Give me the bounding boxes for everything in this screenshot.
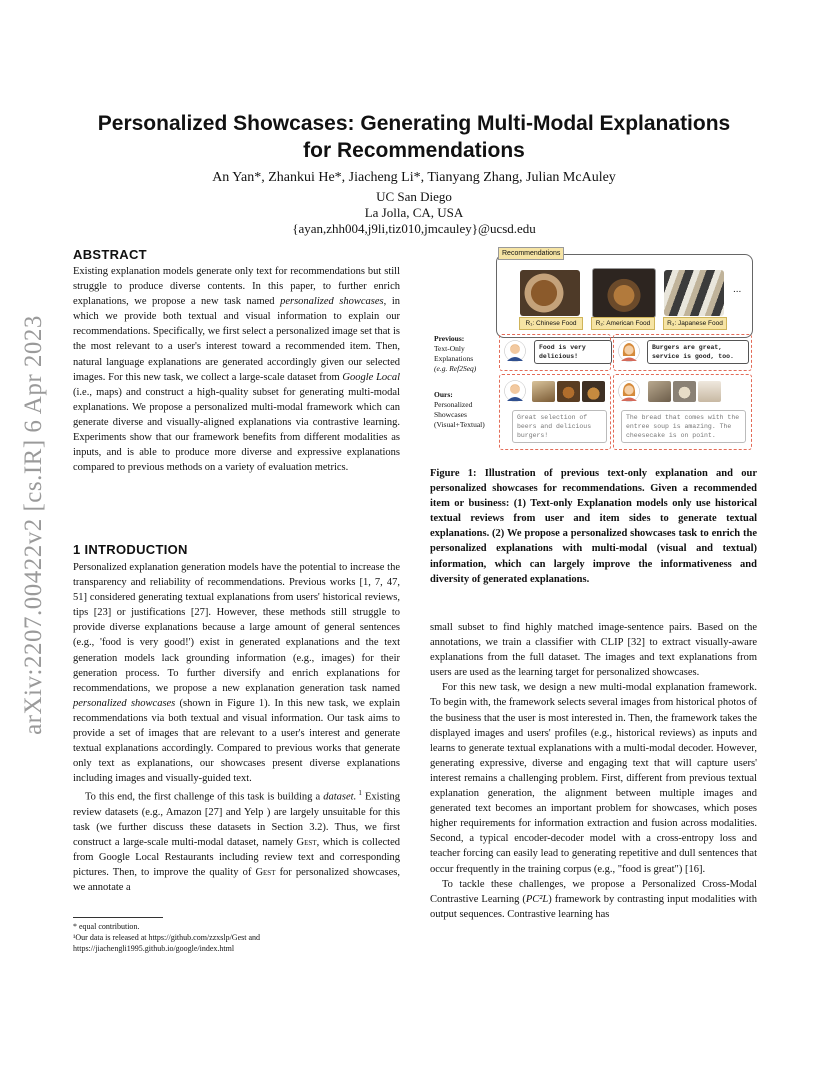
- paper-title: [60, 110, 768, 164]
- user2-photo-3: [698, 381, 721, 402]
- footnote-marker: 1: [356, 789, 362, 798]
- footnote-rule: [73, 917, 163, 918]
- abstract-body: [73, 264, 400, 475]
- r1-label: R₁: Chinese Food: [519, 317, 583, 330]
- previous-label-text: Text-Only Explanations: [434, 344, 474, 363]
- intro-p2-b: Existing review datasets (e.g., Amazon [27] and Yelp ) are largely unsuitable for this task (we further discuss these datasets in Section 3.2). Thus, we first construct a large-scale multi-modal dataset, namely: [73, 791, 400, 849]
- previous-bubble-1: [534, 340, 612, 364]
- more-ellipsis: ...: [733, 284, 742, 295]
- ours-label: [434, 390, 494, 430]
- abstract-heading: ABSTRACT: [73, 247, 147, 262]
- japanese-food-image: [664, 270, 724, 316]
- ours-bubble-1: Great selection of beers and delicious burgers!: [512, 410, 607, 443]
- intro-p2-a: To this end, the first challenge of this task is building a: [85, 791, 324, 803]
- intro-p1-b: (shown in Figure 1). In this new task, we explain recommendations via both textual and visual information. Our task aims to provide a set of images that are relevant to a user's interest and generate textual explanations accordingly. Compared to previous works that generate only text as explanations, our showcases present diverse explanations including images and visually-guided text.: [73, 697, 401, 785]
- male-user-icon-2: [504, 380, 526, 402]
- affiliation: UC San Diego: [376, 189, 452, 204]
- right-p3-f: ) framework by contrasting input modalities with output sequences. Contrastive learning has: [430, 893, 757, 920]
- user2-photo-1: [648, 381, 671, 402]
- ours-bubble-2: The bread that comes with the entree soup is amazing. The cheesecake is on point.: [621, 410, 746, 443]
- r3-label: R₃: Japanese Food: [663, 317, 727, 330]
- previous-bubble-2: [647, 340, 749, 364]
- title-line-2: for Recommendations: [303, 139, 525, 162]
- right-p3-b: Personalized: [642, 878, 703, 890]
- pc2l-name: PC²L: [525, 893, 549, 905]
- previous-bubble-2-text: Burgers are great, service is good, too.: [652, 344, 734, 360]
- right-p1: small subset to find highly matched image-sentence pairs. Based on the annotations, we train a classifier with CLIP [32] to extract visually-aware explanations from the full dataset. The images and text explanations from users are used as the learning target for personalized showcases.: [430, 622, 757, 679]
- intro-p2-d: for personalized showcases, we annotate a: [73, 867, 400, 894]
- footnote-data: ¹Our data is released at https://github.com/zzxslp/Gest and https://jiachengli1995.github.io/google/index.html: [73, 933, 261, 953]
- right-p3-d: Contrastive: [430, 893, 482, 905]
- right-p3: [430, 877, 757, 922]
- gest-name: Gest: [296, 837, 317, 849]
- female-user-icon: [618, 340, 640, 362]
- previous-bubble-1-text: Food is very delicious!: [539, 344, 586, 360]
- r2-label: R₂: American Food: [591, 317, 655, 330]
- abstract-text-a: Existing explanation models generate only text for recommendations but still struggle to produce diverse contents. In this paper, to further enrich explanations, we propose a new task named: [73, 266, 400, 308]
- authors: An Yan*, Zhankui He*, Jiacheng Li*, Tianyang Zhang, Julian McAuley: [212, 170, 616, 185]
- abstract-text-b: , in which we provide both textual and visual information to explain our recommendations. Specifically, we first select a personalized image set that is the most relevant to a user's interest toward a recommended item. Then, natural language explanations are generated accordingly given our selected images. For this new task, we collect a large-scale dataset from: [73, 296, 400, 383]
- intro-heading: 1 INTRODUCTION: [73, 542, 188, 557]
- right-column-body: [430, 620, 757, 922]
- intro-p1-a: Personalized explanation generation models have the potential to increase the transparency and reliability of recommendations. Previous works [1, 7, 47, 51] considered generating textual explanations from users' historical reviews, tips [23] or justifications [27]. However, these methods still struggle to provide diverse explanations because a large amount of general sentences (e.g., 'food is very good!') exist in generated explanations and the text generation models lack grounding information (e.g., images) for their generation process. To further diversify and enrich explanations for recommendations, we propose a new explanation generation task named: [73, 562, 400, 694]
- ours-label-text: Personalized Showcases (Visual+Textual): [434, 400, 485, 429]
- abstract-text-c: (i.e., maps) and construct a high-quality subset for generating multi-modal explanations. We propose a personalized multi-modal framework which can generate diverse and visually-aligned explanations via contrastive learning. Experiments show that our framework benefits from different modalities as inputs, and is able to produce more diverse and expressive explanations compared to previous methods on a variety of evaluation metrics.: [73, 386, 400, 474]
- intro-p2-emph: dataset.: [323, 791, 357, 803]
- abstract-emph: personalized showcases: [280, 296, 384, 308]
- title-line-1: Personalized Showcases: Generating Multi-Modal Explanations: [97, 112, 731, 135]
- figure-1: [428, 240, 755, 460]
- gest-name-2: Gest: [255, 867, 276, 879]
- abstract-emph-2: Google Local: [342, 371, 400, 383]
- female-user-icon-2: [618, 380, 640, 402]
- previous-label: [434, 334, 494, 374]
- male-user-icon: [504, 340, 526, 362]
- previous-label-bold: Previous:: [434, 334, 465, 343]
- user1-photo-2: [557, 381, 580, 402]
- intro-p2-c: , which is collected from Google Local Restaurants including review text and corresponding pictures. Then, to improve the quality of: [73, 837, 400, 879]
- chinese-food-image: [520, 270, 580, 316]
- footnotes: [73, 921, 400, 954]
- footnote-equal: * equal contribution.: [73, 922, 140, 931]
- recommendations-label: Recommendations: [498, 247, 564, 260]
- ours-label-bold: Ours:: [434, 390, 453, 399]
- figure-caption: Figure 1: Illustration of previous text-only explanation and our personalized showcases for recommendations. Given a recommended item or business: (1) Text-only Explanation models only use historical textual reviews from user and item sides to generate textual explanations. (2) We propose a personalized showcases task to enrich the personalized explanations with multi-modal (visual and textual) information, which can largely improve the informativeness and diversity of generated explanations.: [430, 468, 757, 585]
- right-p2: For this new task, we design a new multi-modal explanation framework. To begin with, the framework selects several images from historical photos of the business that the user is most interested in. Then, the framework takes the displayed images and users' profiles (e.g., historical reviews) as inputs and learns to generate textual explanations with a multi-modal decoder. However, generating expressive, diverse and engaging text that will capture users' interest remains a challenging problem. First, different from previous textual explanation generation, the alignment between multiple images and generated text becomes an important problem for showcases, which poses higher requirements for information extraction and fusion across modalities. Second, a typical encoder-decoder model with a cross-entropy loss and teacher forcing can easily lead to generating repetitive and dull sentences that occur frequently in the training corpus (e.g., "food is great") [16].: [430, 682, 758, 875]
- emails: {ayan,zhh004,j9li,tiz010,jmcauley}@ucsd.edu: [292, 221, 536, 236]
- right-p3-e: Learning (: [481, 893, 526, 905]
- right-p3-c: Cross-Modal: [702, 878, 758, 890]
- previous-label-example: (e.g. Ref2Seq): [434, 364, 477, 373]
- user1-photo-3: [582, 381, 605, 402]
- arxiv-stamp: [4, 300, 64, 750]
- user1-photo-1: [532, 381, 555, 402]
- intro-p1-emph: personalized showcases: [73, 697, 176, 709]
- arxiv-stamp-text: arXiv:2207.00422v2 [cs.IR] 6 Apr 2023: [20, 315, 47, 735]
- location: La Jolla, CA, USA: [364, 205, 464, 220]
- intro-body: [73, 560, 400, 896]
- right-p3-a: To tackle these challenges, we propose a: [442, 878, 643, 890]
- user2-photo-2: [673, 381, 696, 402]
- american-food-image: [592, 268, 656, 318]
